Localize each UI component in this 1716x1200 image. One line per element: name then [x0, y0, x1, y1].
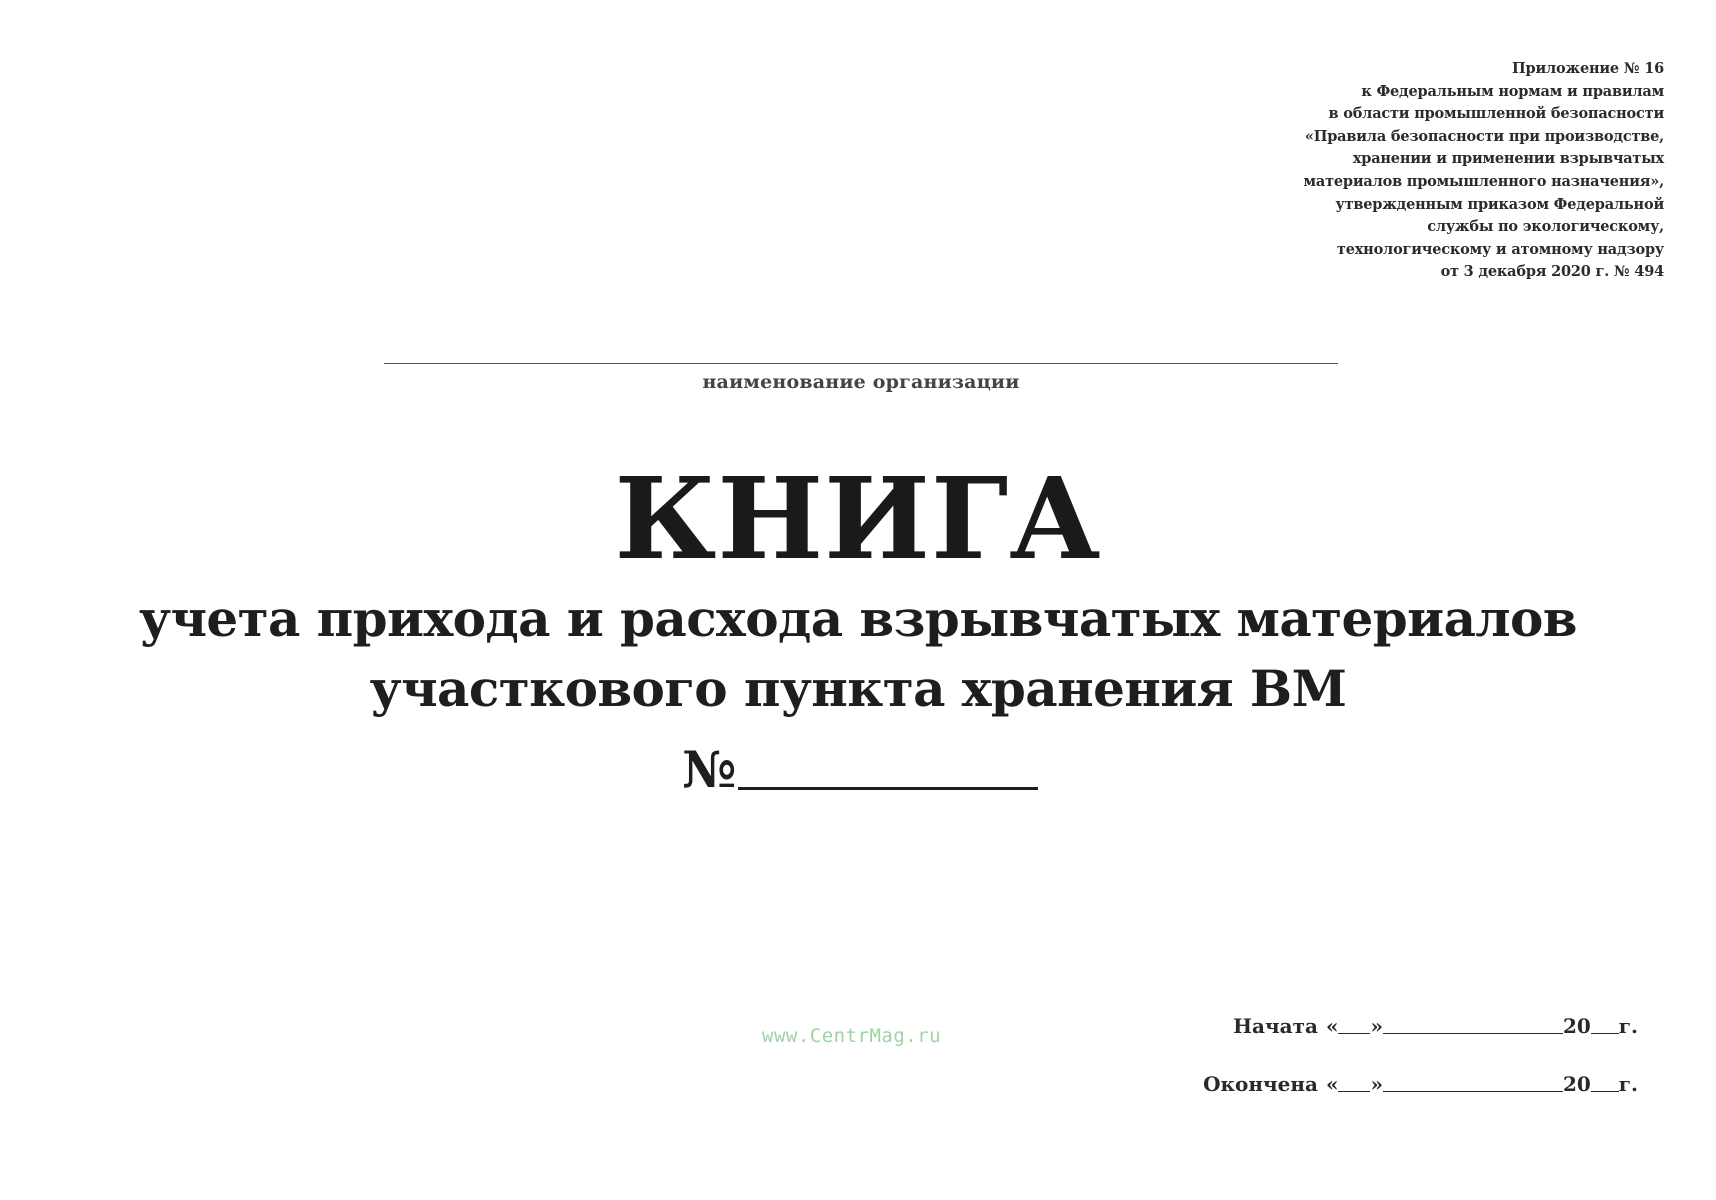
appendix-line: утвержденным приказом Федеральной [1335, 195, 1664, 213]
organization-caption: наименование организации [702, 371, 1020, 393]
book-number-blank [738, 787, 1038, 790]
open-quote: « [1325, 1072, 1339, 1096]
end-year-blank [1591, 1091, 1619, 1092]
end-month-blank [1383, 1091, 1563, 1092]
appendix-line: технологическому и атомному надзору [1336, 240, 1664, 258]
close-quote: » [1370, 1072, 1383, 1096]
appendix-line: к Федеральным нормам и правилам [1361, 82, 1664, 100]
start-day-blank [1338, 1033, 1370, 1034]
year-suffix: г. [1618, 1072, 1638, 1096]
year-suffix: г. [1618, 1014, 1638, 1038]
appendix-line: от 3 декабря 2020 г. № 494 [1440, 263, 1664, 281]
appendix-line: материалов промышленного назначения», [1303, 172, 1664, 190]
year-prefix: 20 [1562, 1072, 1591, 1096]
end-day-blank [1338, 1091, 1370, 1092]
start-year-blank [1591, 1033, 1619, 1034]
appendix-line: службы по экологическому, [1427, 218, 1664, 236]
organization-name-rule [384, 363, 1338, 364]
end-date-label: Окончена [1203, 1072, 1318, 1096]
number-sign: № [682, 740, 737, 799]
start-date-label: Начата [1233, 1014, 1318, 1038]
watermark: www.CentrMag.ru [762, 1025, 942, 1047]
appendix-line: «Правила безопасности при производстве, [1304, 127, 1664, 145]
book-subtitle-line-1: учета прихода и расхода взрывчатых материалов [139, 589, 1577, 648]
book-subtitle-line-2: участкового пункта хранения ВМ [369, 659, 1347, 718]
year-prefix: 20 [1562, 1014, 1591, 1038]
book-number-row [682, 730, 1038, 800]
appendix-line: Приложение № 16 [1512, 60, 1664, 77]
start-month-blank [1383, 1033, 1563, 1034]
book-title: КНИГА [614, 454, 1102, 585]
close-quote: » [1370, 1014, 1383, 1038]
start-date-row [1233, 1014, 1638, 1038]
end-date-row [1203, 1072, 1638, 1096]
appendix-line: в области промышленной безопасности [1328, 105, 1664, 123]
appendix-block [1144, 58, 1664, 284]
appendix-line: хранении и применении взрывчатых [1352, 150, 1664, 168]
open-quote: « [1325, 1014, 1339, 1038]
